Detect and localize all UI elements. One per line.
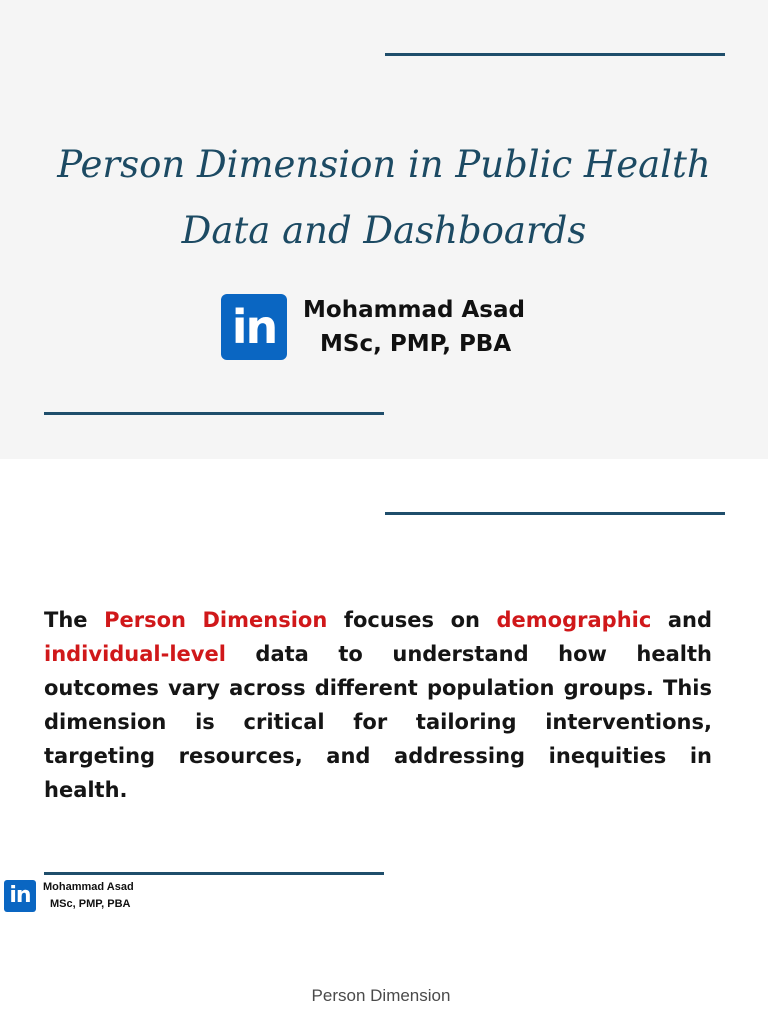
footer-linkedin-icon[interactable]: in	[4, 880, 36, 912]
content-top-divider	[385, 512, 725, 515]
cover-title-line-1: Person Dimension in Public Health	[57, 143, 711, 186]
footer-author-credentials: MSc, PMP, PBA	[50, 898, 131, 910]
body-text-4: data to understand how health outcomes vary across different population groups. This dimension is critical for tailoring interventions, targeting resources, and addressing inequities in health.	[44, 642, 712, 802]
highlight-individual-level: individual-level	[44, 642, 226, 666]
author-credentials: MSc, PMP, PBA	[320, 331, 512, 357]
cover-title	[0, 132, 768, 264]
footer-author-name: Mohammad Asad	[43, 881, 134, 893]
cover-bottom-divider	[44, 412, 384, 415]
author-name: Mohammad Asad	[303, 297, 525, 323]
highlight-person-dimension: Person Dimension	[104, 608, 328, 632]
body-text-2: focuses on	[327, 608, 497, 632]
cover-title-line-2: Data and Dashboards	[181, 209, 587, 252]
cover-top-divider	[385, 53, 725, 56]
body-text-1: The	[44, 608, 105, 632]
document-caption: Person Dimension	[311, 986, 451, 1005]
footer-divider	[44, 872, 384, 875]
linkedin-icon[interactable]: in	[221, 294, 287, 360]
body-text-3: and	[651, 608, 712, 632]
highlight-demographic: demographic	[496, 608, 652, 632]
body-paragraph	[44, 603, 712, 807]
